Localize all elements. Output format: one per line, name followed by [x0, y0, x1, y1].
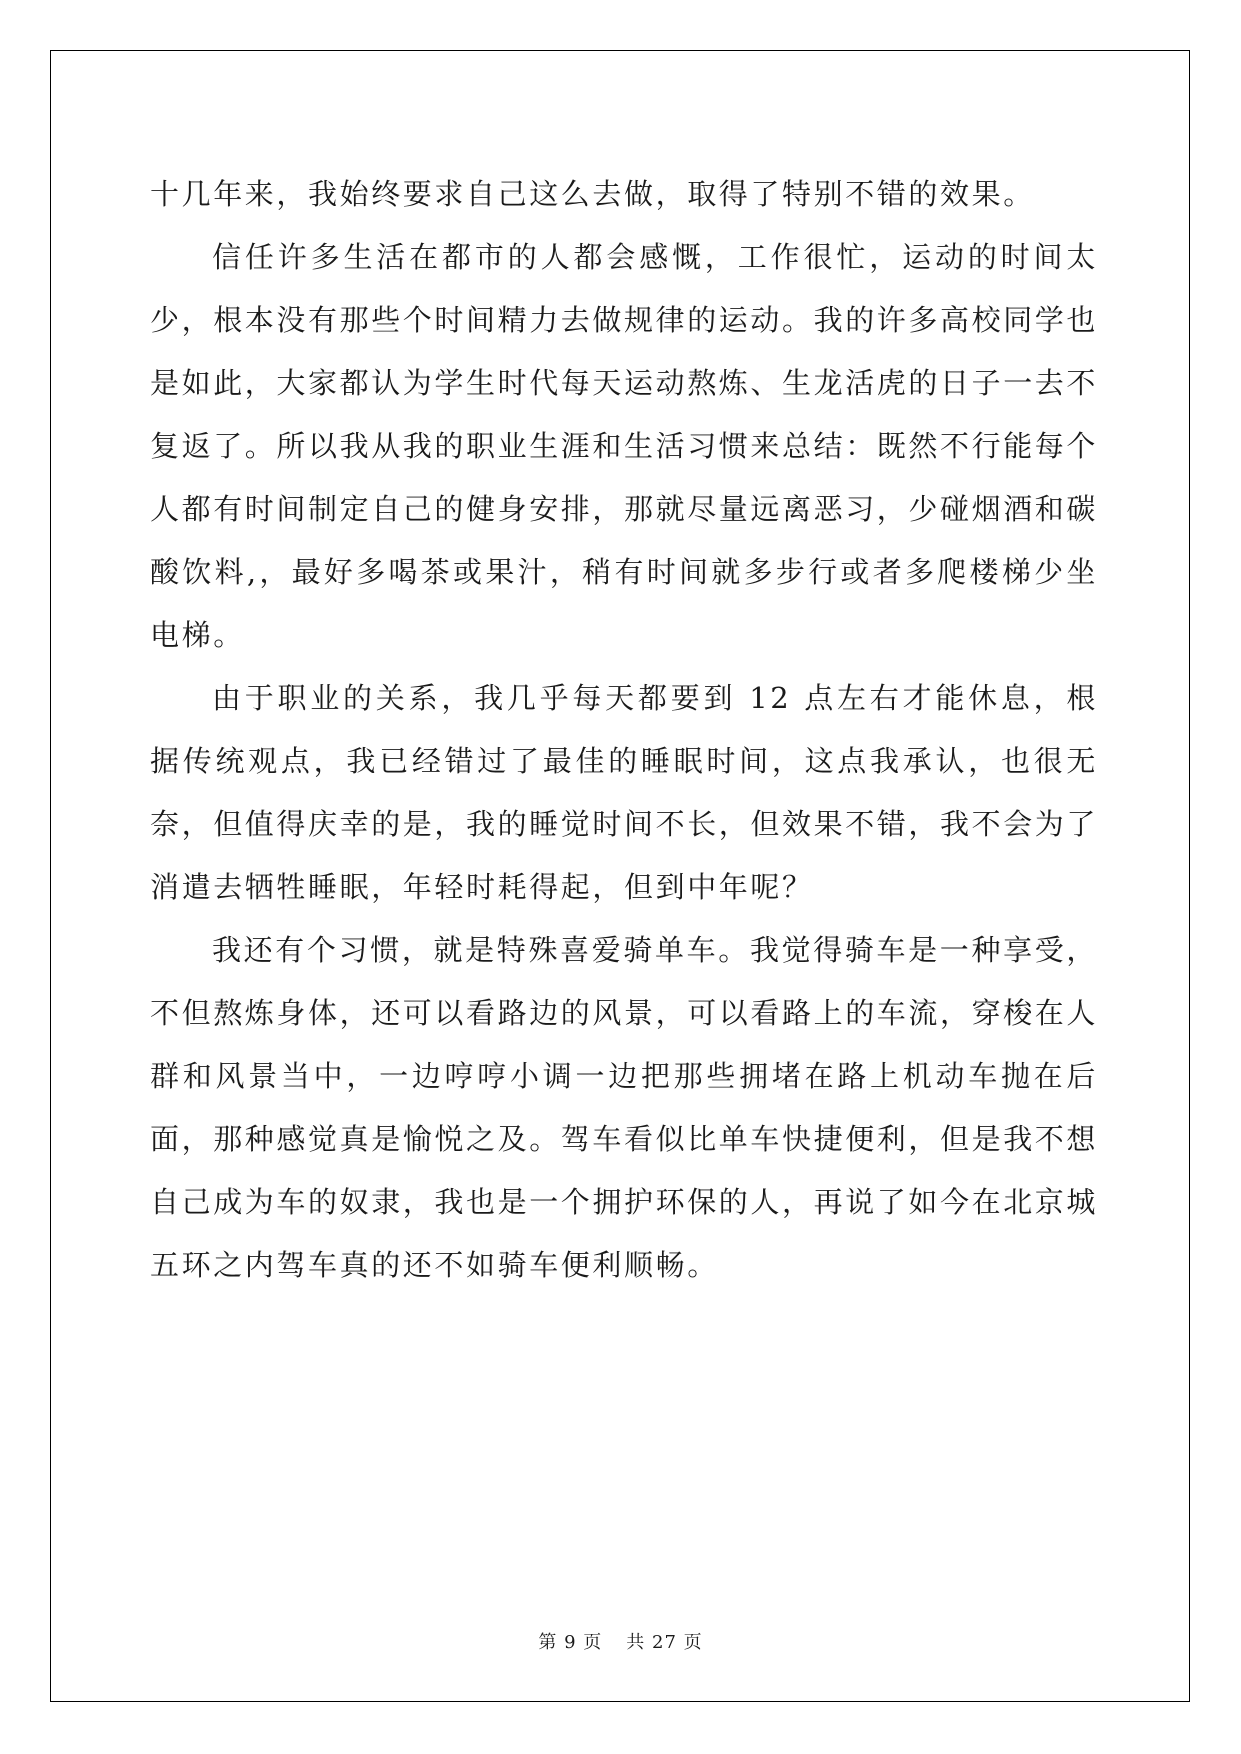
page-footer [0, 1628, 1241, 1654]
paragraph-3: 由于职业的关系，我几乎每天都要到 12 点左右才能休息，根据传统观点，我已经错过了最佳的睡眠时间，这点我承认，也很无奈，但值得庆幸的是，我的睡觉时间不长，但效果不错，我不会为了消遣去牺牲睡眠，年轻时耗得起，但到中年呢？ [150, 681, 1099, 904]
page-total: 共 27 页 [626, 1632, 703, 1653]
paragraph-1: 十几年来，我始终要求自己这么去做，取得了特别不错的效果。 [150, 177, 1035, 211]
document-body [150, 163, 1098, 1297]
page-number: 第 9 页 [538, 1632, 603, 1653]
paragraph-2: 信任许多生活在都市的人都会感慨，工作很忙，运动的时间太少，根本没有那些个时间精力去做规律的运动。我的许多高校同学也是如此，大家都认为学生时代每天运动熬炼、生龙活虎的日子一去不复返了。所以我从我的职业生涯和生活习惯来总结：既然不行能每个人都有时间制定自己的健身安排，那就尽量远离恶习，少碰烟酒和碳酸饮料,，最好多喝茶或果汁，稍有时间就多步行或者多爬楼梯少坐电梯。 [150, 240, 1099, 652]
paragraph-4: 我还有个习惯，就是特殊喜爱骑单车。我觉得骑车是一种享受，不但熬炼身体，还可以看路边的风景，可以看路上的车流，穿梭在人群和风景当中，一边哼哼小调一边把那些拥堵在路上机动车抛在后面，那种感觉真是愉悦之及。驾车看似比单车快捷便利，但是我不想自己成为车的奴隶，我也是一个拥护环保的人，再说了如今在北京城五环之内驾车真的还不如骑车便利顺畅。 [150, 933, 1099, 1282]
